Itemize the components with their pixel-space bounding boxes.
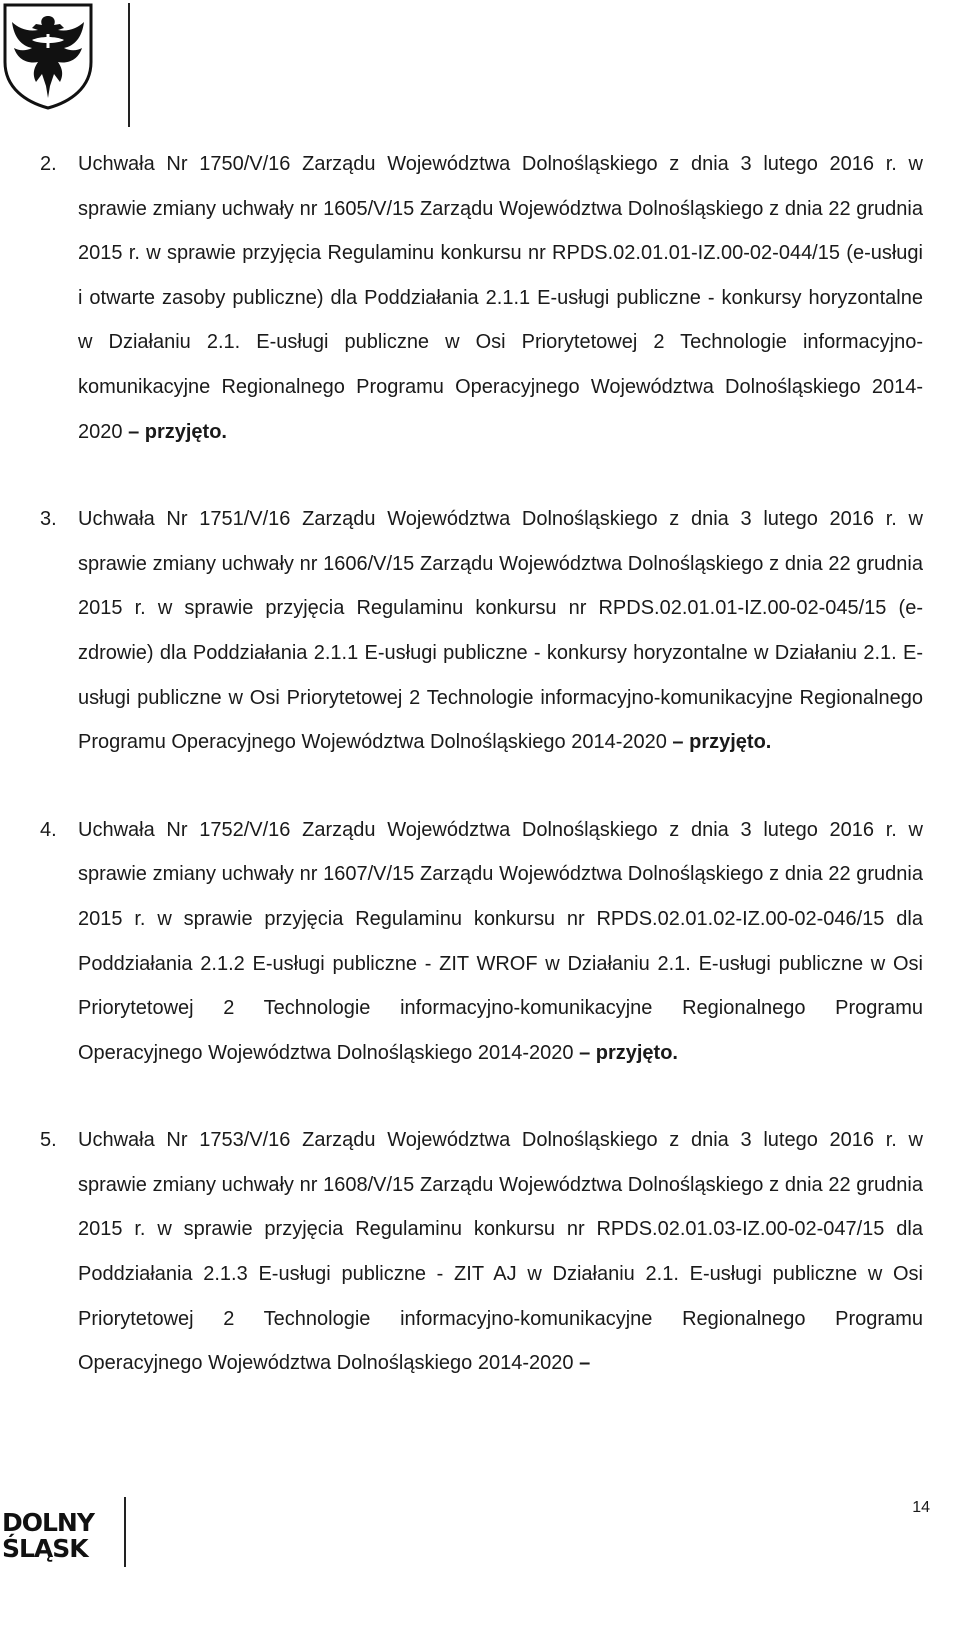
item-text xyxy=(78,142,923,454)
item-text xyxy=(78,1118,923,1386)
item-separator: – xyxy=(579,1352,591,1375)
list-item xyxy=(0,1118,960,1386)
page-number: 14 xyxy=(912,1499,930,1516)
item-separator: – xyxy=(128,420,140,443)
item-status: przyjęto. xyxy=(595,1041,678,1064)
item-status: przyjęto. xyxy=(689,731,772,754)
item-separator: – xyxy=(672,731,684,754)
footer-divider xyxy=(124,1497,126,1567)
logo-line-2: ŚLĄSK xyxy=(2,1534,88,1563)
list-item xyxy=(0,497,960,765)
item-status: przyjęto. xyxy=(144,420,227,443)
resolution-list xyxy=(0,142,960,1429)
item-number: 5. xyxy=(40,1129,57,1152)
item-number: 2. xyxy=(40,153,57,175)
item-number: 4. xyxy=(40,818,57,841)
item-text xyxy=(78,808,923,1076)
item-body: Uchwała Nr 1750/V/16 Zarządu Województwa Dolnośląskiego z dnia 3 lutego 2016 r. w sprawie zmiany uchwały nr 1605/V/15 Zarządu Województwa Dolnośląskiego z dnia 22 grudnia 2015 r. w sprawie przyjęcia Regulaminu konkursu nr RPDS.02.01.01-IZ.00-02-044/15 (e-usługi i otwarte zasoby publiczne) dla Poddziałania 2.1.1 E-usługi publiczne - konkursy horyzontalne w Działaniu 2.1. E-usługi publiczne w Osi Priorytetowej 2 Technologie informacyjno-komunikacyjne Regionalnego Programu Operacyjnego Województwa Dolnośląskiego 2014-2020 xyxy=(78,153,923,443)
header-divider xyxy=(128,3,130,127)
item-number: 3. xyxy=(40,508,57,531)
page-header xyxy=(0,0,960,135)
dolny-slask-logo-icon xyxy=(2,1510,102,1570)
item-text xyxy=(78,497,923,765)
item-separator: – xyxy=(579,1041,591,1064)
eagle-coat-of-arms-icon xyxy=(2,2,94,110)
list-item xyxy=(0,142,960,454)
item-body: Uchwała Nr 1752/V/16 Zarządu Województwa Dolnośląskiego z dnia 3 lutego 2016 r. w sprawie zmiany uchwały nr 1607/V/15 Zarządu Województwa Dolnośląskiego z dnia 22 grudnia 2015 r. w sprawie przyjęcia Regulaminu konkursu nr RPDS.02.01.02-IZ.00-02-046/15 dla Poddziałania 2.1.2 E-usługi publiczne - ZIT WROF w Działaniu 2.1. E-usługi publiczne w Osi Priorytetowej 2 Technologie informacyjno-komunikacyjne Regionalnego Programu Operacyjnego Województwa Dolnośląskiego 2014-2020 xyxy=(78,818,923,1064)
logo-line-1: DOLNY xyxy=(2,1508,94,1537)
list-item xyxy=(0,808,960,1076)
item-body: Uchwała Nr 1751/V/16 Zarządu Województwa Dolnośląskiego z dnia 3 lutego 2016 r. w sprawie zmiany uchwały nr 1606/V/15 Zarządu Województwa Dolnośląskiego z dnia 22 grudnia 2015 r. w sprawie przyjęcia Regulaminu konkursu nr RPDS.02.01.01-IZ.00-02-045/15 (e-zdrowie) dla Poddziałania 2.1.1 E-usługi publiczne - konkursy horyzontalne w Działaniu 2.1. E-usługi publiczne w Osi Priorytetowej 2 Technologie informacyjno-komunikacyjne Regionalnego Programu Operacyjnego Województwa Dolnośląskiego 2014-2020 xyxy=(78,508,923,754)
item-body: Uchwała Nr 1753/V/16 Zarządu Województwa Dolnośląskiego z dnia 3 lutego 2016 r. w sprawie zmiany uchwały nr 1608/V/15 Zarządu Województwa Dolnośląskiego z dnia 22 grudnia 2015 r. w sprawie przyjęcia Regulaminu konkursu nr RPDS.02.01.03-IZ.00-02-047/15 dla Poddziałania 2.1.3 E-usługi publiczne - ZIT AJ w Działaniu 2.1. E-usługi publiczne w Osi Priorytetowej 2 Technologie informacyjno-komunikacyjne Regionalnego Programu Operacyjnego Województwa Dolnośląskiego 2014-2020 xyxy=(78,1129,923,1375)
